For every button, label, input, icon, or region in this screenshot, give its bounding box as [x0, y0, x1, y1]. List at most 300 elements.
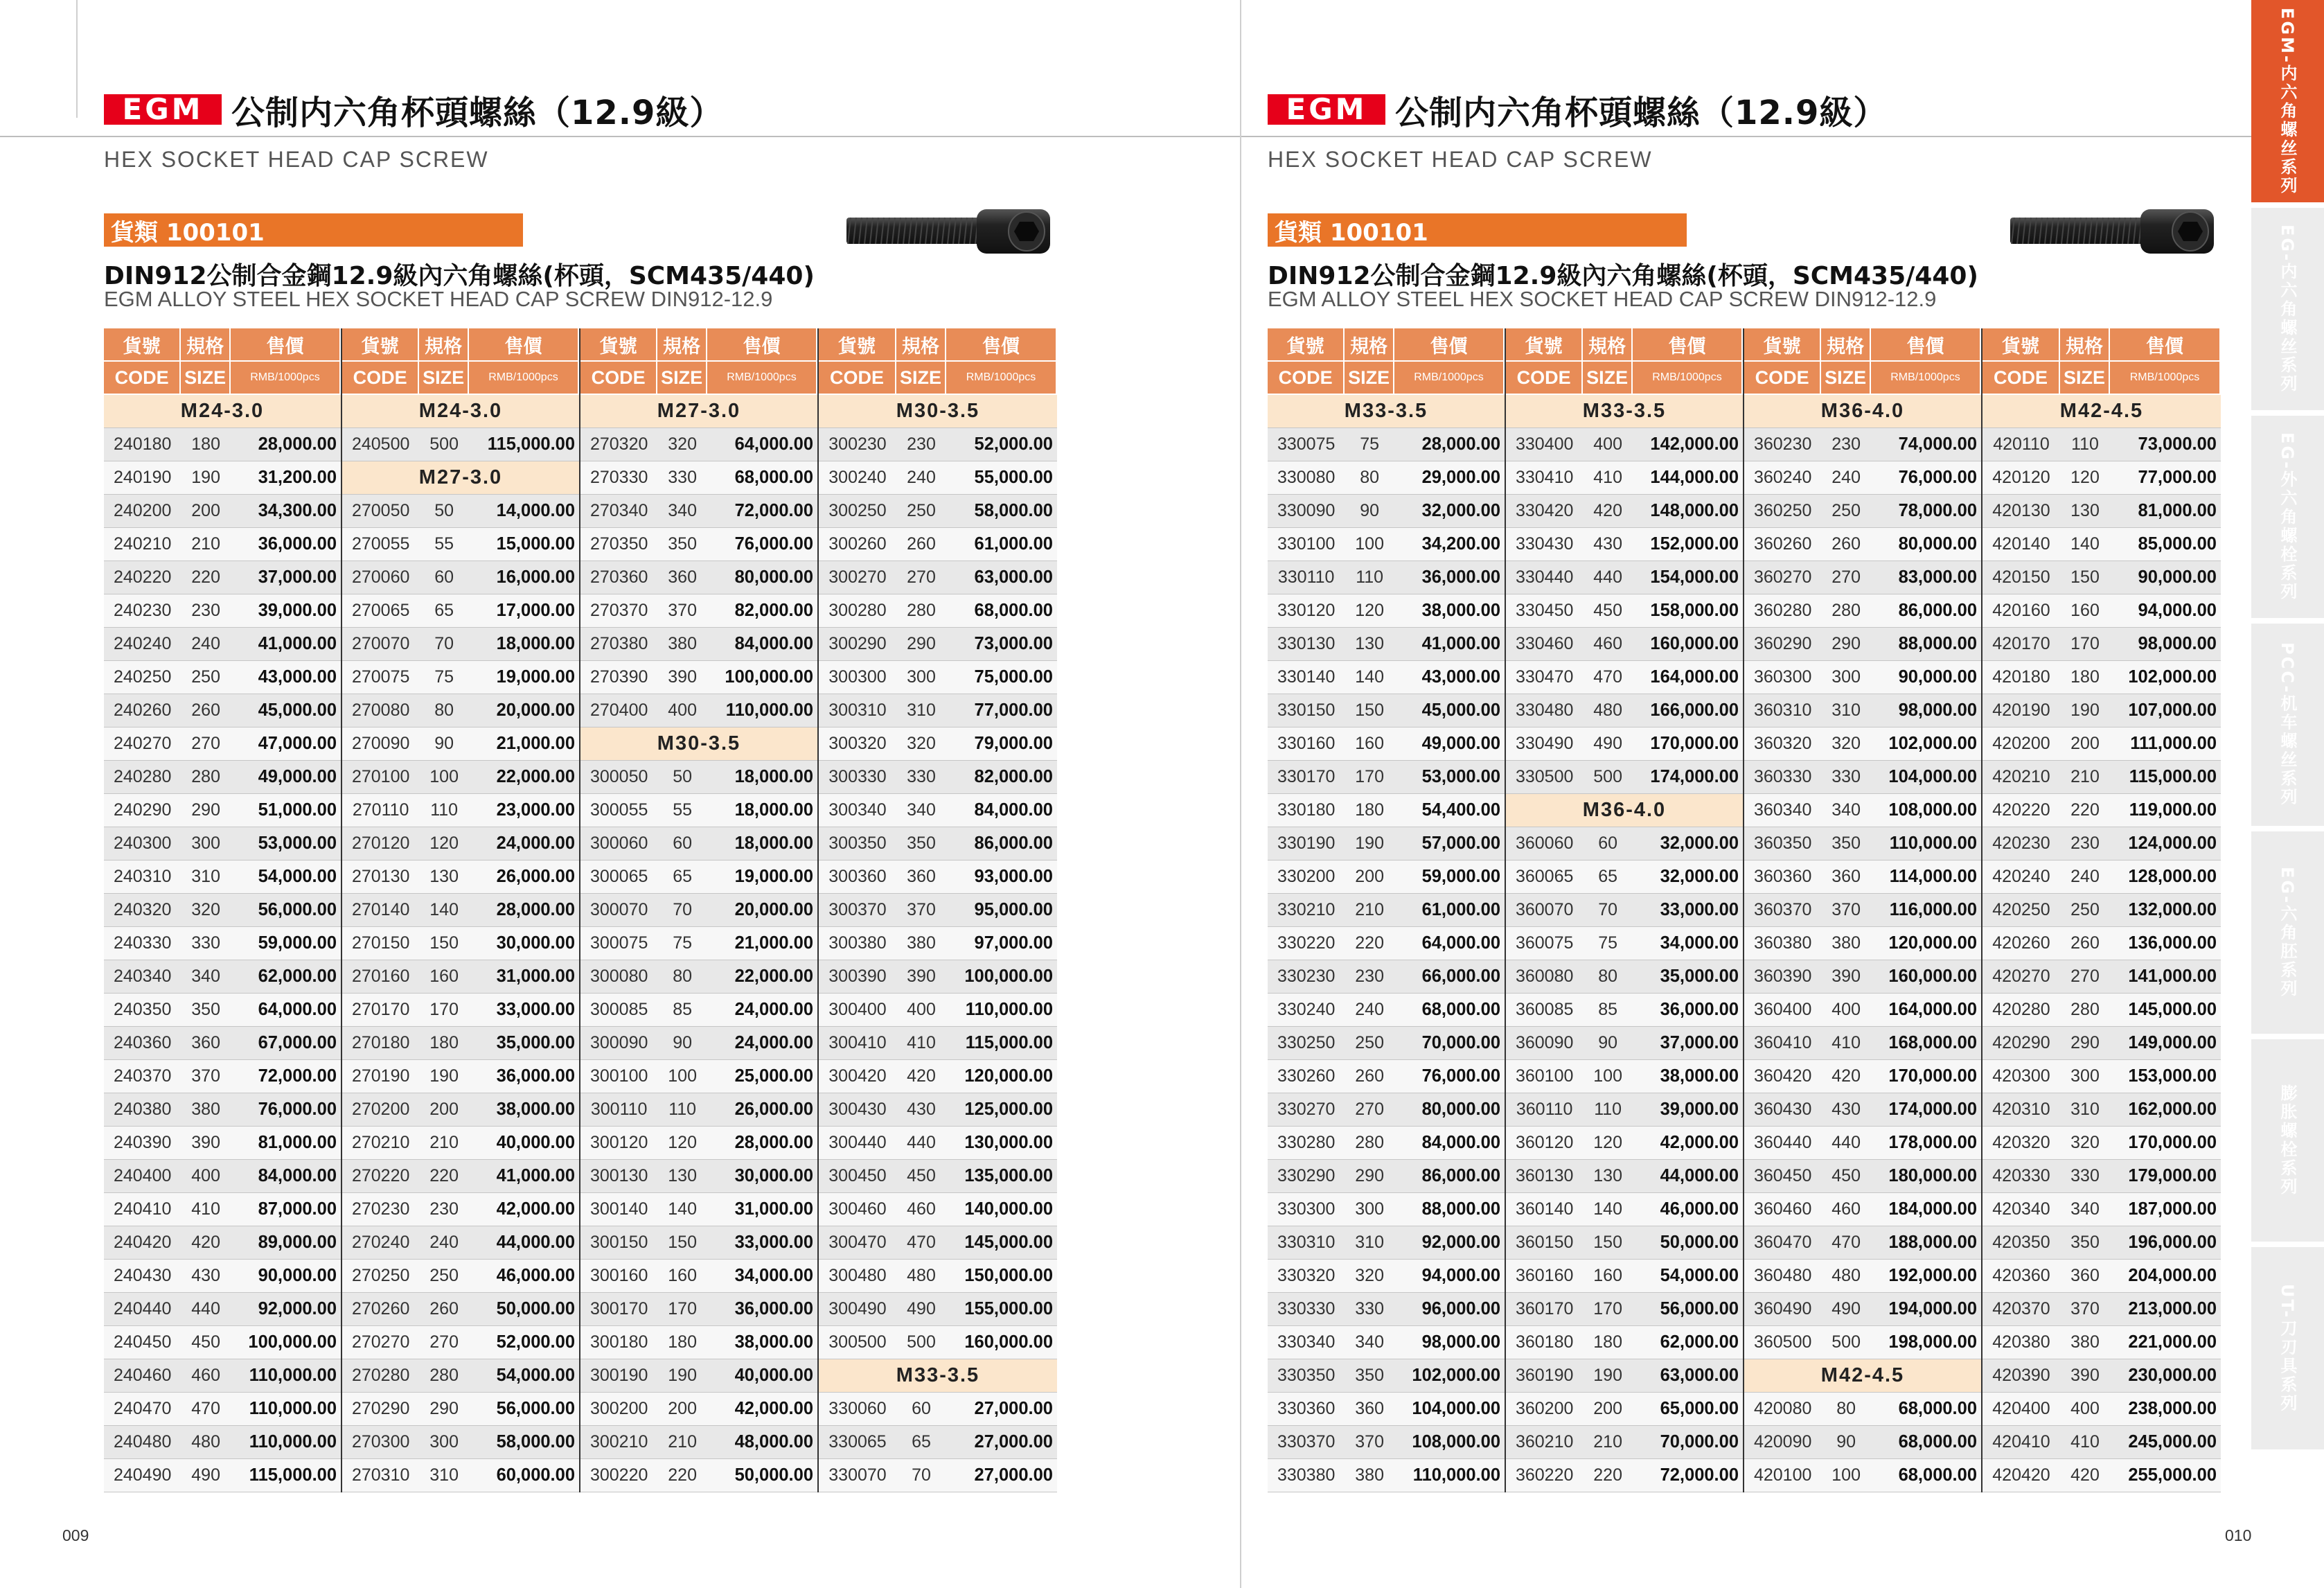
item-size: 390	[1831, 967, 1861, 986]
table-row	[1506, 1093, 1743, 1127]
table-row	[1744, 661, 1981, 694]
item-size: 150	[668, 1233, 697, 1252]
item-code: 300420	[828, 1066, 887, 1086]
item-size: 410	[907, 1033, 936, 1052]
table-header-en	[819, 362, 1057, 395]
item-code: 240360	[113, 1033, 172, 1052]
table-row	[1744, 428, 1981, 461]
table-row	[580, 1459, 817, 1492]
item-code: 420380	[1992, 1332, 2050, 1352]
item-size: 500	[1831, 1332, 1861, 1352]
item-size: 290	[2070, 1033, 2100, 1052]
header-size-cn: 規格	[419, 328, 469, 360]
table-row	[580, 960, 817, 994]
item-code: 240200	[113, 501, 172, 520]
item-code: 360230	[1753, 434, 1812, 454]
item-price: 36,000.00	[1421, 567, 1501, 587]
table-row	[104, 960, 341, 994]
table-row	[1506, 561, 1743, 594]
item-price: 64,000.00	[1421, 933, 1501, 953]
item-price: 110,000.00	[249, 1366, 337, 1385]
item-price: 35,000.00	[1660, 967, 1739, 986]
item-code: 240390	[113, 1133, 172, 1152]
item-code: 240220	[113, 567, 172, 587]
item-size: 500	[1593, 767, 1622, 786]
item-price: 59,000.00	[258, 933, 337, 953]
item-price: 124,000.00	[2128, 833, 2217, 853]
table-row	[104, 561, 341, 594]
item-code: 420340	[1992, 1199, 2050, 1219]
table-row	[1268, 1027, 1505, 1060]
item-code: 330470	[1515, 667, 1574, 687]
item-price: 108,000.00	[1888, 800, 1978, 820]
item-code: 240260	[113, 700, 172, 720]
item-size: 230	[2070, 833, 2100, 853]
item-size: 470	[907, 1233, 936, 1252]
header-code-cn: 貨號	[819, 328, 896, 360]
table-row	[1744, 960, 1981, 994]
table-row	[342, 794, 579, 827]
side-tab-label: PCC-机车螺丝系列	[2278, 642, 2297, 807]
item-code: 270080	[351, 700, 410, 720]
item-price: 84,000.00	[974, 800, 1053, 820]
table-row	[1744, 1226, 1981, 1260]
header-code-en: CODE	[342, 362, 419, 394]
item-size: 190	[191, 468, 220, 487]
item-size: 420	[191, 1233, 220, 1252]
item-code: 270170	[351, 1000, 410, 1019]
table-row	[819, 994, 1057, 1027]
item-size: 110	[1356, 567, 1384, 587]
table-row	[1268, 1093, 1505, 1127]
item-code: 360410	[1753, 1033, 1812, 1052]
item-size: 180	[429, 1033, 459, 1052]
item-code: 270250	[351, 1266, 410, 1285]
table-row	[1983, 661, 2221, 694]
item-size: 360	[668, 567, 697, 587]
item-price: 128,000.00	[2128, 867, 2217, 886]
item-code: 360430	[1753, 1100, 1812, 1119]
table-body	[342, 395, 579, 1492]
table-row	[342, 1426, 579, 1459]
side-tab[interactable]	[2251, 831, 2324, 1039]
table-row	[1506, 1293, 1743, 1326]
table-row	[342, 628, 579, 661]
item-size: 280	[191, 767, 220, 786]
item-size: 90	[1360, 501, 1380, 520]
item-price: 94,000.00	[2138, 601, 2217, 620]
table-row	[1268, 528, 1505, 561]
item-size: 380	[1831, 933, 1861, 953]
item-size: 270	[1831, 567, 1861, 587]
item-size: 250	[1355, 1033, 1384, 1052]
item-price: 84,000.00	[1421, 1133, 1501, 1152]
item-price: 25,000.00	[734, 1066, 814, 1086]
item-code: 240280	[113, 767, 172, 786]
item-size: 310	[191, 867, 220, 886]
item-size: 280	[1831, 601, 1861, 620]
item-price: 213,000.00	[2128, 1299, 2217, 1318]
item-price: 88,000.00	[1898, 634, 1978, 653]
item-code: 330260	[1277, 1066, 1336, 1086]
item-size: 420	[1831, 1066, 1861, 1086]
table-row	[342, 1293, 579, 1326]
table-row	[1268, 495, 1505, 528]
item-size: 190	[1593, 1366, 1622, 1385]
table-row	[1506, 927, 1743, 960]
item-code: 420350	[1992, 1233, 2050, 1252]
item-code: 360460	[1753, 1199, 1812, 1219]
item-code: 360160	[1515, 1266, 1574, 1285]
table-column-group	[1506, 328, 1744, 1492]
item-size: 170	[1355, 767, 1384, 786]
item-size: 390	[191, 1133, 220, 1152]
item-price: 174,000.00	[1888, 1100, 1978, 1119]
table-row	[1268, 1293, 1505, 1326]
item-price: 198,000.00	[1888, 1332, 1978, 1352]
item-price: 73,000.00	[974, 634, 1053, 653]
item-code: 420220	[1992, 800, 2050, 820]
table-row	[580, 994, 817, 1027]
item-price: 63,000.00	[974, 567, 1053, 587]
size-section-header: M27-3.0	[342, 461, 579, 495]
table-row	[580, 1060, 817, 1093]
table-row	[580, 1193, 817, 1226]
item-size: 110	[2071, 434, 2099, 454]
item-code: 300140	[589, 1199, 648, 1219]
item-size: 380	[668, 634, 697, 653]
table-row	[1744, 761, 1981, 794]
item-code: 330420	[1515, 501, 1574, 520]
table-row	[1983, 1326, 2221, 1359]
item-size: 150	[2070, 567, 2100, 587]
table-row	[819, 694, 1057, 727]
item-price: 115,000.00	[249, 1465, 337, 1485]
table-row	[819, 1093, 1057, 1127]
item-price: 102,000.00	[1888, 734, 1978, 753]
item-price: 94,000.00	[1421, 1266, 1501, 1285]
item-code: 240180	[113, 434, 172, 454]
table-header-en	[1268, 362, 1505, 395]
item-price: 170,000.00	[2128, 1133, 2217, 1152]
item-size: 150	[1355, 700, 1384, 720]
header-price-cn: 售價	[1633, 328, 1743, 360]
item-size: 120	[2070, 468, 2100, 487]
table-row	[342, 1027, 579, 1060]
item-code: 300290	[828, 634, 887, 653]
side-tab[interactable]	[2251, 1247, 2324, 1455]
table-row	[580, 1326, 817, 1359]
item-code: 420410	[1992, 1432, 2050, 1452]
item-size: 390	[2070, 1366, 2100, 1385]
item-size: 250	[191, 667, 220, 687]
item-code: 300410	[828, 1033, 887, 1052]
item-code: 240500	[351, 434, 410, 454]
item-code: 360380	[1753, 933, 1812, 953]
item-code: 270270	[351, 1332, 410, 1352]
item-code: 330180	[1277, 800, 1336, 820]
side-tab[interactable]	[2251, 416, 2324, 624]
table-row	[1744, 594, 1981, 628]
item-size: 400	[191, 1166, 220, 1185]
table-row	[1744, 1293, 1981, 1326]
item-price: 76,000.00	[734, 534, 814, 554]
item-price: 86,000.00	[974, 833, 1053, 853]
table-header-en	[1744, 362, 1981, 395]
item-size: 280	[907, 601, 936, 620]
item-size: 140	[668, 1199, 697, 1219]
table-row	[342, 827, 579, 861]
item-code: 360150	[1515, 1233, 1574, 1252]
item-price: 50,000.00	[734, 1465, 814, 1485]
side-tab[interactable]	[2251, 624, 2324, 831]
item-price: 30,000.00	[734, 1166, 814, 1185]
item-code: 420080	[1753, 1399, 1812, 1418]
table-row	[1506, 694, 1743, 727]
table-row	[580, 794, 817, 827]
item-size: 300	[2070, 1066, 2100, 1086]
table-row	[1983, 528, 2221, 561]
item-price: 152,000.00	[1650, 534, 1739, 554]
item-size: 80	[1598, 967, 1618, 986]
item-size: 410	[1593, 468, 1622, 487]
item-size: 300	[191, 833, 220, 853]
page-border-line	[76, 0, 78, 118]
item-price: 56,000.00	[496, 1399, 576, 1418]
table-row	[580, 461, 817, 495]
table-row	[104, 1293, 341, 1326]
table-row	[580, 1293, 817, 1326]
item-code: 330140	[1277, 667, 1336, 687]
item-price: 38,000.00	[1421, 601, 1501, 620]
item-code: 360400	[1753, 1000, 1812, 1019]
item-size: 360	[907, 867, 936, 886]
item-code: 330070	[828, 1465, 887, 1485]
item-size: 190	[1355, 833, 1384, 853]
side-tab[interactable]	[2251, 1039, 2324, 1247]
item-price: 160,000.00	[1888, 967, 1978, 986]
item-size: 280	[1355, 1133, 1384, 1152]
item-code: 360330	[1753, 767, 1812, 786]
item-size: 230	[191, 601, 220, 620]
item-price: 66,000.00	[1421, 967, 1501, 986]
item-size: 410	[191, 1199, 220, 1219]
item-code: 300190	[589, 1366, 648, 1385]
table-row	[1506, 1393, 1743, 1426]
item-price: 81,000.00	[258, 1133, 337, 1152]
header-code-en: CODE	[1506, 362, 1583, 394]
item-size: 210	[429, 1133, 459, 1152]
table-row	[1744, 1260, 1981, 1293]
item-code: 300260	[828, 534, 887, 554]
table-row	[1744, 528, 1981, 561]
item-code: 330360	[1277, 1399, 1336, 1418]
item-code: 300490	[828, 1299, 887, 1318]
header-code-cn: 貨號	[342, 328, 419, 360]
item-price: 56,000.00	[1660, 1299, 1739, 1318]
table-row	[104, 1060, 341, 1093]
item-code: 420120	[1992, 468, 2050, 487]
item-code: 360065	[1515, 867, 1574, 886]
item-code: 360085	[1515, 1000, 1574, 1019]
item-price: 187,000.00	[2128, 1199, 2217, 1219]
price-table	[1268, 328, 2221, 1492]
side-tab[interactable]	[2251, 0, 2324, 208]
item-size: 260	[907, 534, 936, 554]
item-price: 28,000.00	[496, 900, 576, 919]
item-price: 28,000.00	[1421, 434, 1501, 454]
item-size: 70	[434, 634, 454, 653]
item-code: 330120	[1277, 601, 1336, 620]
item-price: 38,000.00	[1660, 1066, 1739, 1086]
table-row	[819, 861, 1057, 894]
item-price: 80,000.00	[734, 567, 814, 587]
item-size: 320	[1355, 1266, 1384, 1285]
item-size: 460	[191, 1366, 220, 1385]
item-code: 330290	[1277, 1166, 1336, 1185]
size-section-header: M36-4.0	[1506, 794, 1743, 827]
item-price: 22,000.00	[734, 967, 814, 986]
item-price: 22,000.00	[496, 767, 576, 786]
item-code: 360140	[1515, 1199, 1574, 1219]
item-size: 310	[429, 1465, 459, 1485]
item-code: 270260	[351, 1299, 410, 1318]
side-tab[interactable]	[2251, 208, 2324, 416]
page-number: 009	[62, 1526, 89, 1544]
item-size: 430	[1593, 534, 1622, 554]
item-size: 120	[429, 833, 459, 853]
item-code: 300110	[590, 1100, 648, 1119]
item-code: 360340	[1753, 800, 1812, 820]
item-size: 260	[1355, 1066, 1384, 1086]
item-size: 350	[1355, 1366, 1384, 1385]
item-price: 46,000.00	[496, 1266, 576, 1285]
table-row	[342, 1193, 579, 1226]
item-price: 81,000.00	[2138, 501, 2217, 520]
item-price: 85,000.00	[2138, 534, 2217, 554]
item-price: 104,000.00	[1412, 1399, 1501, 1418]
item-code: 270200	[351, 1100, 410, 1119]
item-code: 360490	[1753, 1299, 1812, 1318]
table-row	[342, 761, 579, 794]
item-price: 150,000.00	[964, 1266, 1053, 1285]
item-size: 330	[668, 468, 697, 487]
item-price: 77,000.00	[974, 700, 1053, 720]
item-code: 360130	[1515, 1166, 1574, 1185]
table-row	[1744, 1426, 1981, 1459]
table-row	[342, 561, 579, 594]
item-price: 72,000.00	[1660, 1465, 1739, 1485]
item-price: 41,000.00	[1421, 634, 1501, 653]
table-row	[580, 1426, 817, 1459]
table-row	[580, 1260, 817, 1293]
table-row	[1268, 994, 1505, 1027]
table-row	[342, 1160, 579, 1193]
item-price: 142,000.00	[1650, 434, 1739, 454]
table-row	[819, 428, 1057, 461]
table-row	[342, 1393, 579, 1426]
table-header-cn	[819, 328, 1057, 362]
item-price: 98,000.00	[2138, 634, 2217, 653]
table-row	[1744, 994, 1981, 1027]
size-section-header: M36-4.0	[1744, 395, 1981, 428]
table-row	[1983, 1060, 2221, 1093]
header-price-cn: 售價	[707, 328, 817, 360]
item-price: 238,000.00	[2128, 1399, 2217, 1418]
item-price: 73,000.00	[2138, 434, 2217, 454]
table-row	[342, 1060, 579, 1093]
item-size: 340	[2070, 1199, 2100, 1219]
item-code: 300230	[828, 434, 887, 454]
item-size: 400	[1831, 1000, 1861, 1019]
item-price: 119,000.00	[2129, 800, 2217, 820]
table-column-group	[1983, 328, 2221, 1492]
item-code: 420390	[1992, 1366, 2050, 1385]
header-price-en: RMB/1000pcs	[946, 362, 1057, 394]
table-row	[342, 960, 579, 994]
table-row	[819, 1193, 1057, 1226]
item-price: 59,000.00	[1421, 867, 1501, 886]
item-code: 420260	[1992, 933, 2050, 953]
item-code: 360350	[1753, 833, 1812, 853]
table-row	[1744, 1093, 1981, 1127]
item-code: 270400	[589, 700, 648, 720]
item-size: 90	[1598, 1033, 1618, 1052]
table-body	[1744, 395, 1981, 1492]
item-size: 240	[1831, 468, 1861, 487]
item-price: 178,000.00	[1888, 1133, 1978, 1152]
item-code: 330060	[828, 1399, 887, 1418]
table-row	[580, 594, 817, 628]
item-code: 270210	[351, 1133, 410, 1152]
category-bar: 貨類 100101	[1268, 213, 1687, 247]
table-body	[580, 395, 817, 1492]
item-size: 250	[2070, 900, 2100, 919]
item-code: 270160	[351, 967, 410, 986]
item-price: 44,000.00	[496, 1233, 576, 1252]
item-size: 290	[1831, 634, 1861, 653]
item-price: 37,000.00	[258, 567, 337, 587]
header-code-en: CODE	[580, 362, 657, 394]
item-size: 210	[668, 1432, 697, 1452]
side-tab-label: UT-刀刃具系列	[2278, 1283, 2297, 1413]
item-size: 50	[673, 767, 693, 786]
item-size: 260	[2070, 933, 2100, 953]
item-size: 130	[2070, 501, 2100, 520]
item-size: 280	[429, 1366, 459, 1385]
item-code: 300350	[828, 833, 887, 853]
table-row	[104, 727, 341, 761]
item-size: 220	[668, 1465, 697, 1485]
item-price: 153,000.00	[2128, 1066, 2217, 1086]
item-size: 310	[1355, 1233, 1384, 1252]
item-size: 470	[1831, 1233, 1861, 1252]
item-size: 170	[429, 1000, 459, 1019]
item-size: 140	[2070, 534, 2100, 554]
item-price: 96,000.00	[1421, 1299, 1501, 1318]
item-size: 330	[1355, 1299, 1384, 1318]
table-row	[1744, 1027, 1981, 1060]
item-size: 90	[1836, 1432, 1856, 1452]
page-fold-line	[1240, 0, 1241, 1588]
table-row	[342, 894, 579, 927]
item-price: 110,000.00	[249, 1432, 337, 1452]
table-row	[819, 1393, 1057, 1426]
item-size: 440	[1593, 567, 1622, 587]
item-price: 116,000.00	[1889, 900, 1978, 919]
header-code-en: CODE	[104, 362, 181, 394]
item-code: 270150	[351, 933, 410, 953]
